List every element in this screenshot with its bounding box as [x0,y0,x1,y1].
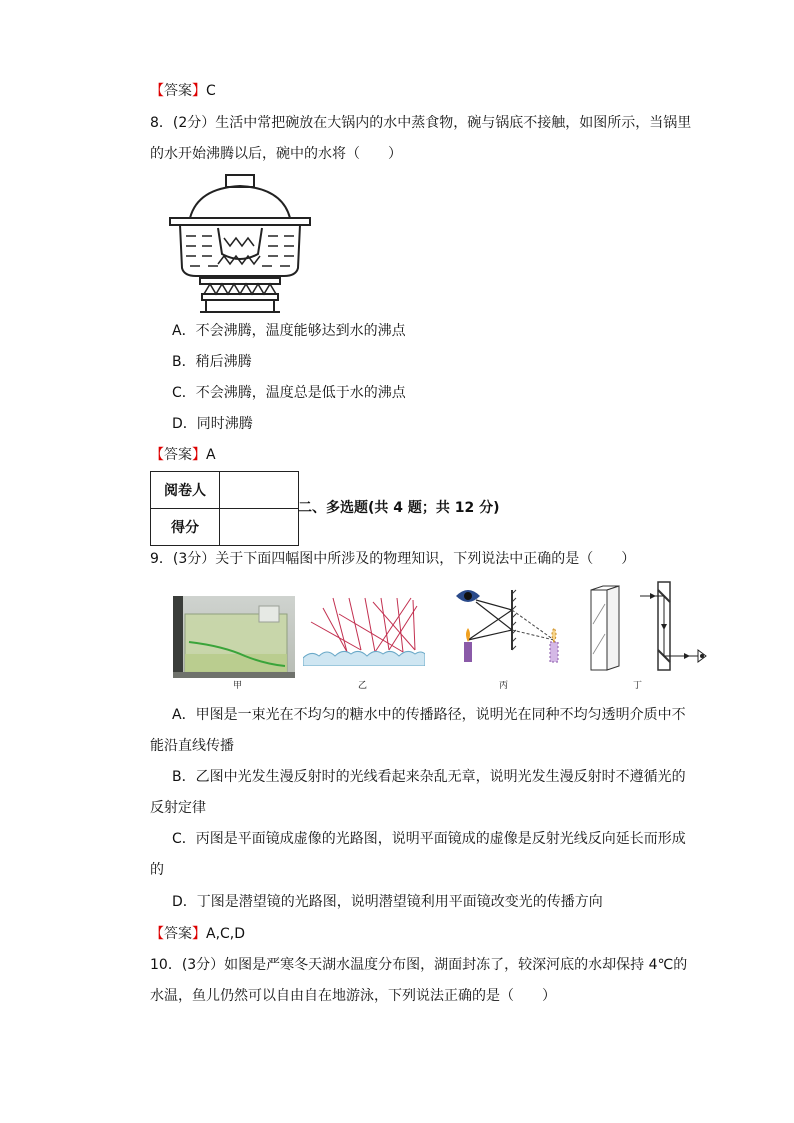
pot-steaming-figure [168,172,316,314]
q9-option-c-line2: 的 [150,862,164,878]
answer-value: A [206,447,216,463]
answer-9 [150,924,245,944]
answer-8 [150,445,216,465]
figure-yi-diffuse-reflection [303,596,425,666]
reviewer-cell [220,472,299,509]
question-10-line2: 水温，鱼儿仍然可以自由自在地游泳，下列说法正确的是（ ） [150,988,556,1004]
caption-jia: 甲 [233,681,243,691]
answer-label: 【答案】 [150,83,206,99]
figure-ding-periscope [640,580,712,676]
answer-value: C [206,83,216,99]
q8-option-b: B．稍后沸腾 [172,354,252,370]
caption-bing: 丙 [499,681,509,691]
answer-label: 【答案】 [150,926,206,942]
question-8-line1: 8．(2分）生活中常把碗放在大锅内的水中蒸食物，碗与锅底不接触，如图所示，当锅里 [150,115,692,131]
answer-label: 【答案】 [150,447,206,463]
q8-option-a: A．不会沸腾，温度能够达到水的沸点 [172,323,406,339]
q9-option-b-line2: 反射定律 [150,800,206,816]
score-label: 得分 [151,509,220,546]
caption-yi: 乙 [358,681,368,691]
q8-option-c: C．不会沸腾，温度总是低于水的沸点 [172,385,406,401]
caption-ding: 丁 [633,681,643,691]
answer-value: A,C,D [206,926,246,942]
question-10-line1: 10．(3分）如图是严寒冬天湖水温度分布图，湖面封冻了，较深河底的水却保持 4℃的 [150,957,688,973]
question-9-line1: 9．(3分）关于下面四幅图中所涉及的物理知识，下列说法中正确的是（ ） [150,551,636,567]
q8-option-d: D．同时沸腾 [172,416,253,432]
q9-option-c-line1: C．丙图是平面镜成虚像的光路图，说明平面镜成的虚像是反射光线反向延长而形成 [172,831,686,847]
figure-jia-photo [173,596,295,678]
question-8-line2: 的水开始沸腾以后，碗中的水将（ ） [150,146,402,162]
q9-option-b-line1: B．乙图中光发生漫反射时的光线看起来杂乱无章，说明光发生漫反射时不遵循光的 [172,769,686,785]
q9-option-a-line1: A．甲图是一束光在不均匀的糖水中的传播路径，说明光在同种不均匀透明介质中不 [172,707,686,723]
section-title: 二、多选题(共 4 题；共 12 分) [298,500,500,516]
q9-option-a-line2: 能沿直线传播 [150,738,234,754]
q9-option-d: D．丁图是潜望镜的光路图，说明潜望镜利用平面镜改变光的传播方向 [172,894,603,910]
answer-7 [150,81,216,101]
score-table [150,471,299,546]
figure-ding-glass-prism [585,584,635,674]
figure-bing-plane-mirror [450,582,568,668]
score-cell [220,509,299,546]
reviewer-label: 阅卷人 [151,472,220,509]
